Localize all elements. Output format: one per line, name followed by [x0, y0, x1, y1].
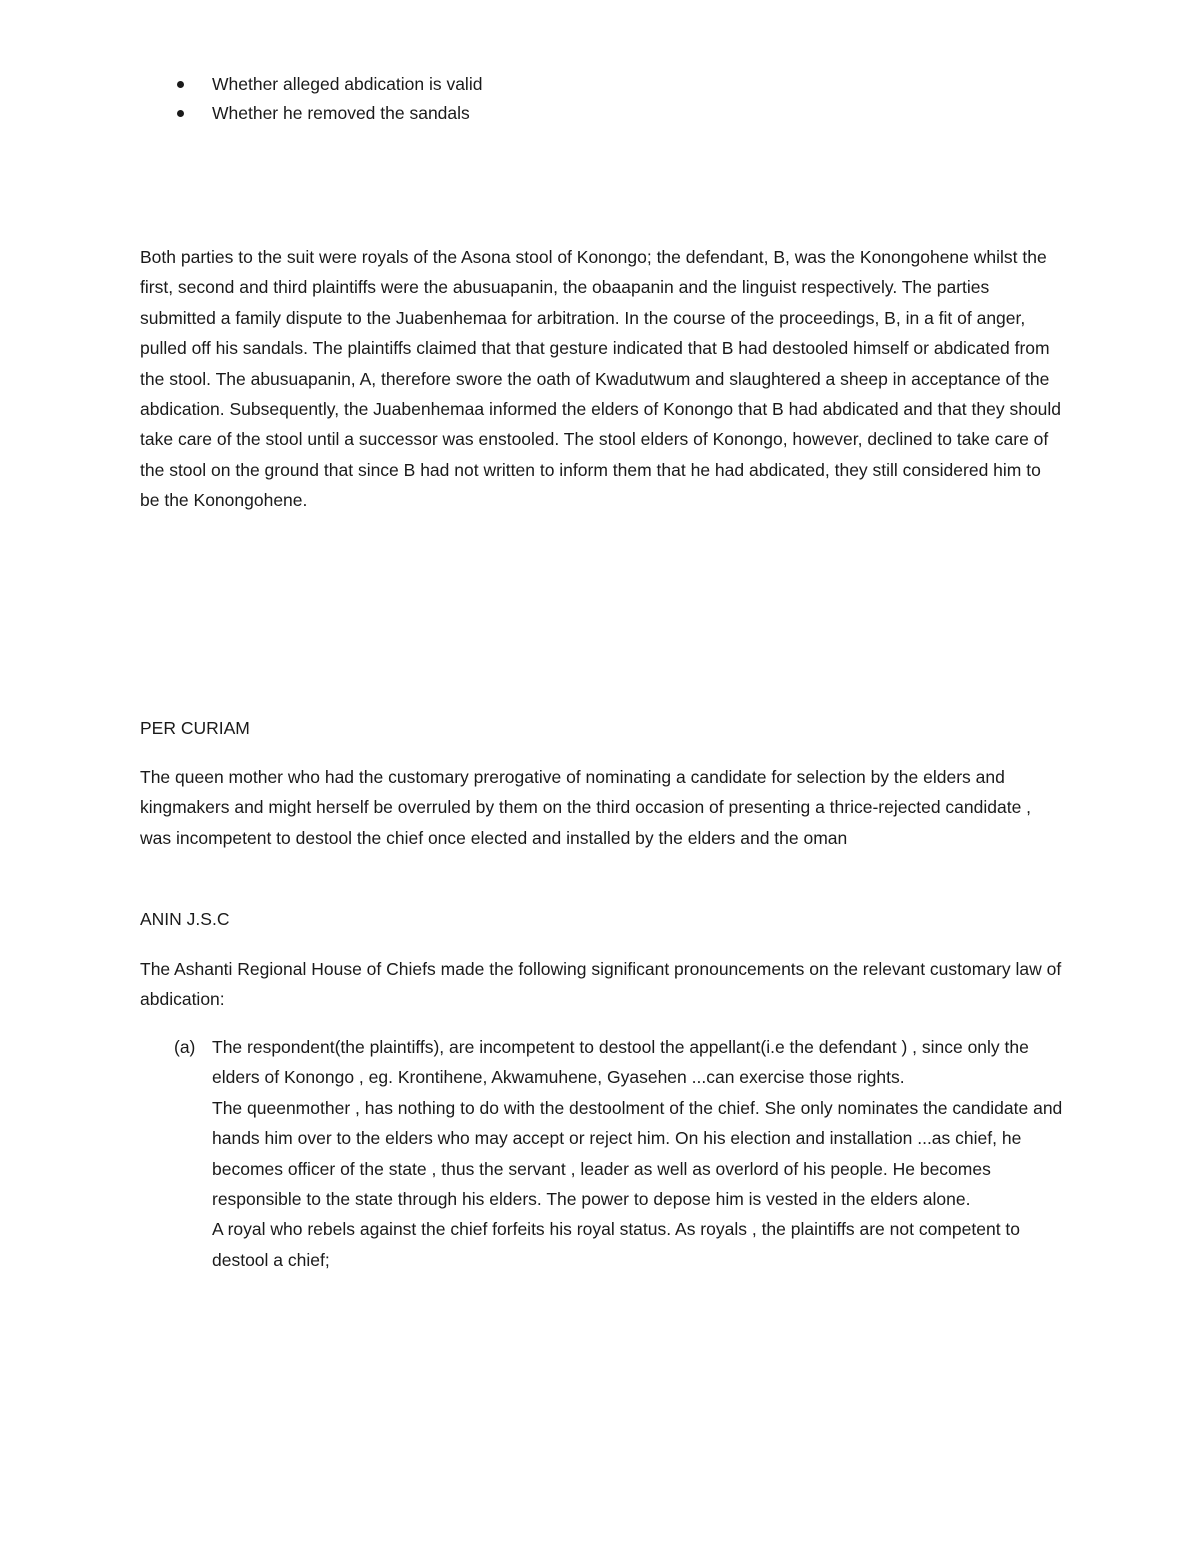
- list-item-a: [140, 1032, 1065, 1275]
- item-paragraph: A royal who rebels against the chief forfeits his royal status. As royals , the plaintiffs are not competent to destool a chief;: [212, 1219, 1021, 1270]
- issue-item: [140, 99, 1060, 128]
- anin-heading: ANIN J.S.C: [140, 909, 230, 929]
- issue-item: [140, 70, 1060, 99]
- bullet-icon: [177, 81, 184, 88]
- per-curiam-heading: PER CURIAM: [140, 718, 250, 738]
- item-label: (a): [174, 1037, 196, 1057]
- item-paragraph: The queenmother , has nothing to do with the destoolment of the chief. She only nominates the candidate and hands him over to the elders who may accept or reject him. On his election and installation ...as chief, he becomes officer of the state , thus the servant , leader as well as overlord of his people. He becomes responsible to the state through his elders. The power to depose him is vested in the elders alone.: [212, 1097, 1063, 1210]
- facts-paragraph: Both parties to the suit were royals of the Asona stool of Konongo; the defendant, B, was the Konongohene whilst the first, second and third plaintiffs were the abusuapanin, the obaapanin and the linguist respectively. The parties submitted a family dispute to the Juabenhemaa for arbitration. In the course of the proceedings, B, in a fit of anger, pulled off his sandals. The plaintiffs claimed that that gesture indicated that B had destooled himself or abdicated from the stool. The abusuapanin, A, therefore swore the oath of Kwadutwum and slaughtered a sheep in acceptance of the abdication. Subsequently, the Juabenhemaa informed the elders of Konongo that B had abdicated and that they should take care of the stool until a successor was enstooled. The stool elders of Konongo, however, declined to take care of the stool on the ground that since B had not written to inform them that he had abdicated, they still considered him to be the Konongohene.: [140, 247, 1062, 511]
- bullet-icon: [177, 110, 184, 117]
- item-body: [212, 1032, 1065, 1275]
- issues-list: [140, 70, 1060, 128]
- issue-text: Whether he removed the sandals: [212, 103, 470, 123]
- per-curiam-paragraph: The queen mother who had the customary prerogative of nominating a candidate for selection by the elders and kingmakers and might herself be overruled by them on the third occasion of presenting a thrice-rejected candidate , was incompetent to destool the chief once elected and installed by the elders and the oman: [140, 767, 1032, 848]
- issue-text: Whether alleged abdication is valid: [212, 74, 483, 94]
- item-paragraph: The respondent(the plaintiffs), are incompetent to destool the appellant(i.e the defendant ) , since only the elders of Konongo , eg. Krontihene, Akwamuhene, Gyasehen ...can exercise those rights.: [212, 1037, 1029, 1088]
- anin-intro-paragraph: The Ashanti Regional House of Chiefs made the following significant pronouncements on the relevant customary law of abdication:: [140, 959, 1062, 1010]
